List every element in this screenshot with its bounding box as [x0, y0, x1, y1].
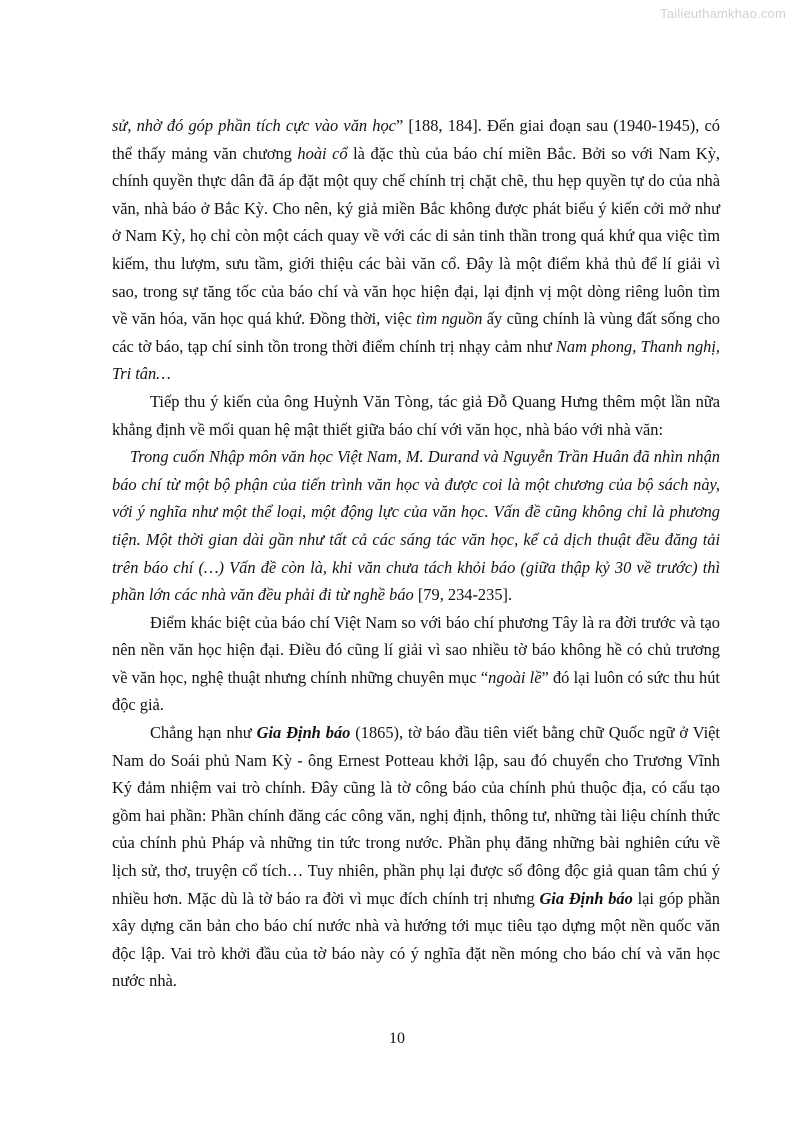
- italic-text: Nam phong, Thanh nghị, Tri tân…: [112, 336, 720, 384]
- watermark: Tailieuthamkhao.com: [660, 6, 786, 21]
- text-run: [79, 234-235].: [413, 585, 513, 605]
- text-run: ” đó lại luôn có sức thu hút độc giả.: [112, 667, 720, 715]
- paragraph: [112, 388, 720, 443]
- paragraph: [112, 112, 720, 388]
- newspaper-title: Gia Định báo: [256, 723, 351, 743]
- text-run: Tiếp thu ý kiến của ông Huỳnh Văn Tòng, tác giả Đỗ Quang Hưng thêm một lần nữa khẳng định về mối quan hệ mật thiết giữa báo chí với văn học, nhà báo với nhà văn:: [112, 391, 720, 439]
- text-run: là đặc thù của báo chí miền Bắc. Bởi so với Nam Kỳ, chính quyền thực dân đã áp đặt một quy chế chính trị chặt chẽ, thu hẹp quyền tự do của nhà văn, nhà báo ở Bắc Kỳ. Cho nên, ký giả miền Bắc không được phát biểu ý kiến cởi mở như ở Nam Kỳ, họ chỉ còn một cách quay về với các di sản tinh thần trong quá khứ qua việc tìm kiếm, thu lượm, sưu tầm, giới thiệu các bài văn cổ. Đây là một điểm khả thủ để lí giải vì sao, trong sự tăng tốc của báo chí và văn học hiện đại, lại định vị một dòng riêng luôn tìm về văn hóa, văn học quá khứ. Đồng thời, việc: [112, 143, 720, 329]
- document-body: [112, 112, 720, 995]
- italic-text: sử, nhờ đó góp phần tích cực vào văn học: [112, 116, 396, 135]
- text-run: (1865), tờ báo đầu tiên viết bằng chữ Quốc ngữ ở Việt Nam do Soái phủ Nam Kỳ - ông Ernest Potteau khởi lập, sau đó chuyển cho Trương Vĩnh Ký đảm nhiệm vai trò chính. Đây cũng là tờ công báo của chính phủ thuộc địa, có cấu tạo gồm hai phần: Phần chính đăng các công văn, nghị định, thông tư, những tài liệu chính thức của chính phủ Pháp và những tin tức trong nước. Phần phụ đăng những bài nghiên cứu về lịch sử, thơ, truyện cổ tích… Tuy nhiên, phần phụ lại được số đông độc giả quan tâm chú ý nhiều hơn. Mặc dù là tờ báo ra đời vì mục đích chính trị nhưng: [112, 723, 720, 908]
- block-quote: [112, 443, 720, 609]
- text-run: Chẳng hạn như: [150, 723, 257, 743]
- italic-text: tìm nguồn: [416, 309, 483, 329]
- paragraph: [112, 609, 720, 719]
- paragraph: [112, 719, 720, 995]
- text-run: Điểm khác biệt của báo chí Việt Nam so với báo chí phương Tây là ra đời trước và tạo nên nền văn học hiện đại. Điều đó cũng lí giải vì sao nhiều tờ báo không hề có chủ trương về văn học, nghệ thuật nhưng chính những chuyên mục “: [112, 612, 720, 687]
- italic-text: ngoài lề: [488, 667, 542, 687]
- page-number: 10: [389, 1030, 405, 1047]
- italic-text: Trong cuốn Nhập môn văn học Việt Nam, M. Durand và Nguyễn Trần Huân đã nhìn nhận báo chí từ một bộ phận của tiến trình văn học và được coi là một chương của bộ sách này, với ý nghĩa như một thể loại, một động lực của văn học. Vấn đề cũng không chỉ là phương tiện. Một thời gian dài gần như tất cả các sáng tác văn học, kể cả dịch thuật đều đăng tải trên báo chí (…) Vấn đề còn là, khi văn chưa tách khỏi báo (giữa thập kỷ 30 về trước) thì phần lớn các nhà văn đều phải đi từ nghề báo: [112, 447, 720, 605]
- newspaper-title: Gia Định báo: [539, 888, 633, 908]
- text-run: ” [188, 184]. Đến giai đoạn sau (1940-1945), có thể thấy mảng văn chương: [112, 116, 720, 163]
- text-run: lại góp phần xây dựng căn bản cho báo chí nước nhà và hướng tới mục tiêu tạo dựng một nền quốc văn độc lập. Vai trò khởi đầu của tờ báo này có ý nghĩa đặt nền móng cho báo chí và văn học nước nhà.: [112, 888, 720, 991]
- text-run: ấy cũng chính là vùng đất sống cho các tờ báo, tạp chí sinh tồn trong thời điểm chính trị nhạy cảm như: [112, 309, 720, 356]
- italic-text: hoài cổ: [297, 143, 348, 163]
